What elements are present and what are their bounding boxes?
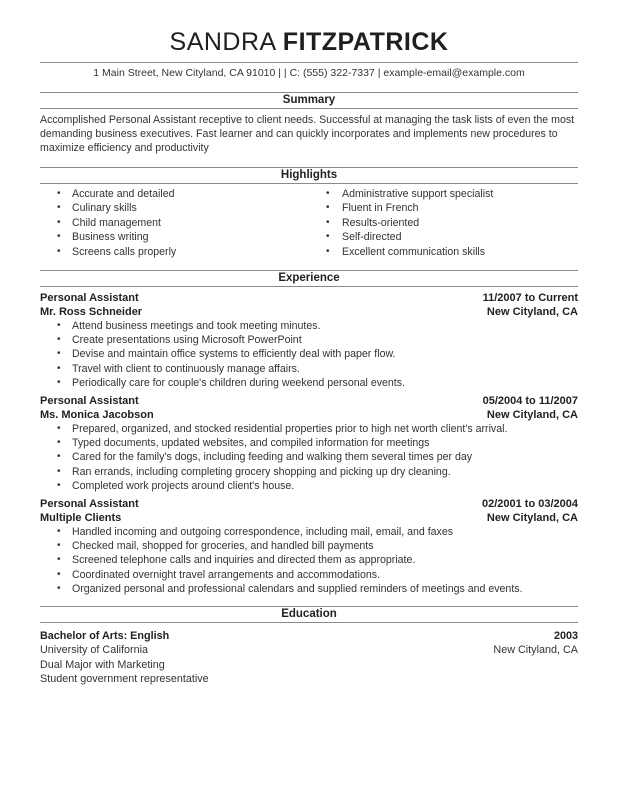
- school-location: New Cityland, CA: [493, 644, 578, 657]
- highlight-item: • Administrative support specialist: [326, 188, 494, 200]
- degree-row: [40, 629, 578, 643]
- header-divider: [40, 62, 578, 63]
- job-dates: 02/2001 to 03/2004: [481, 498, 578, 511]
- job-entry: [40, 394, 578, 493]
- highlight-item: • Self-directed: [326, 231, 402, 244]
- job-duty: • Periodically care for couple's children during weekend personal events.: [57, 376, 405, 389]
- job-duty: • Checked mail, shopped for groceries, and handled bill payments: [57, 540, 374, 553]
- job-location: New Cityland, CA: [486, 512, 578, 525]
- education-detail: Student government representative: [40, 673, 209, 686]
- job-duty: • Ran errands, including completing grocery shopping and picking up dry cleaning.: [57, 465, 451, 478]
- experience-heading: Experience: [40, 270, 578, 287]
- highlights-section: [40, 167, 578, 259]
- highlight-item: • Accurate and detailed: [57, 188, 175, 200]
- job-duty: • Cared for the family's dogs, including feeding and walking them several times per day: [57, 451, 473, 464]
- job-duty: • Coordinated overnight travel arrangements and accommodations.: [57, 568, 380, 581]
- job-duty: • Travel with client to continuously manage affairs.: [57, 362, 300, 375]
- job-duty: • Prepared, organized, and stocked residential properties prior to high net worth client's arrival.: [57, 423, 508, 436]
- job-entry: [40, 497, 578, 596]
- job-duty: • Attend business meetings and took meeting minutes.: [57, 320, 321, 332]
- job-duty: • Handled incoming and outgoing correspondence, including mail, email, and faxes: [57, 526, 454, 539]
- experience-section: [40, 270, 578, 596]
- school: University of California: [40, 644, 149, 657]
- highlight-item: • Results-oriented: [326, 216, 420, 229]
- degree: Bachelor of Arts: English: [40, 630, 170, 642]
- job-employer-row: [40, 408, 578, 422]
- highlight-item: • Business writing: [57, 231, 149, 244]
- highlight-item: • Fluent in French: [326, 202, 419, 215]
- job-title-row: [40, 497, 578, 511]
- job-location: New Cityland, CA: [486, 409, 578, 422]
- highlights-right-column: [309, 187, 578, 259]
- job-employer-row: [40, 511, 578, 525]
- highlight-item: • Child management: [57, 216, 161, 229]
- job-employer: Ms. Monica Jacobson: [40, 409, 154, 422]
- summary-text: Accomplished Personal Assistant receptive to client needs. Successful at managing the task lists of even the most demanding business executives. Fast learner and can quickly incorporates and implements new procedures to maximize efficiency and productivity: [40, 114, 575, 154]
- job-duty: • Typed documents, updated websites, and compiled information for meetings: [57, 437, 430, 450]
- first-name: SANDRA: [169, 28, 276, 56]
- candidate-name: [40, 28, 578, 57]
- summary-heading: Summary: [40, 92, 578, 109]
- education-section: [40, 606, 578, 687]
- school-row: [40, 643, 578, 657]
- job-employer: Mr. Ross Schneider: [40, 306, 143, 318]
- job-duty: • Devise and maintain office systems to efficiently deal with paper flow.: [57, 348, 396, 361]
- summary-section: [40, 92, 578, 155]
- job-title-row: [40, 394, 578, 408]
- job-employer-row: [40, 305, 578, 319]
- contact-line: 1 Main Street, New Cityland, CA 91010 | | C: (555) 322-7337 | example-email@example.com: [93, 67, 525, 79]
- highlights-heading: Highlights: [40, 167, 578, 184]
- highlights-columns: [40, 187, 578, 259]
- education-detail: Dual Major with Marketing: [40, 658, 165, 671]
- job-dates: 11/2007 to Current: [482, 292, 578, 304]
- job-duty: • Completed work projects around client's house.: [57, 479, 295, 492]
- job-title: Personal Assistant: [40, 395, 139, 408]
- last-name: FITZPATRICK: [282, 28, 449, 56]
- job-entry: [40, 291, 578, 390]
- job-dates: 05/2004 to 11/2007: [482, 395, 578, 408]
- highlight-item: • Screens calls properly: [57, 245, 177, 258]
- highlight-item: • Excellent communication skills: [326, 245, 486, 258]
- job-duty: • Create presentations using Microsoft PowerPoint: [57, 334, 302, 347]
- job-title: Personal Assistant: [40, 498, 139, 511]
- education-heading: Education: [40, 606, 578, 623]
- job-employer: Multiple Clients: [40, 512, 122, 525]
- job-title-row: [40, 291, 578, 305]
- highlight-item: • Culinary skills: [57, 202, 137, 215]
- job-title: Personal Assistant: [40, 292, 139, 304]
- job-duty: • Screened telephone calls and inquiries and directed them as appropriate.: [57, 554, 416, 567]
- job-duty: • Organized personal and professional calendars and supplied reminders of meetings and events.: [57, 582, 523, 595]
- graduation-year: 2003: [553, 630, 578, 642]
- highlights-left-column: [40, 187, 309, 259]
- job-location: New Cityland, CA: [486, 306, 578, 318]
